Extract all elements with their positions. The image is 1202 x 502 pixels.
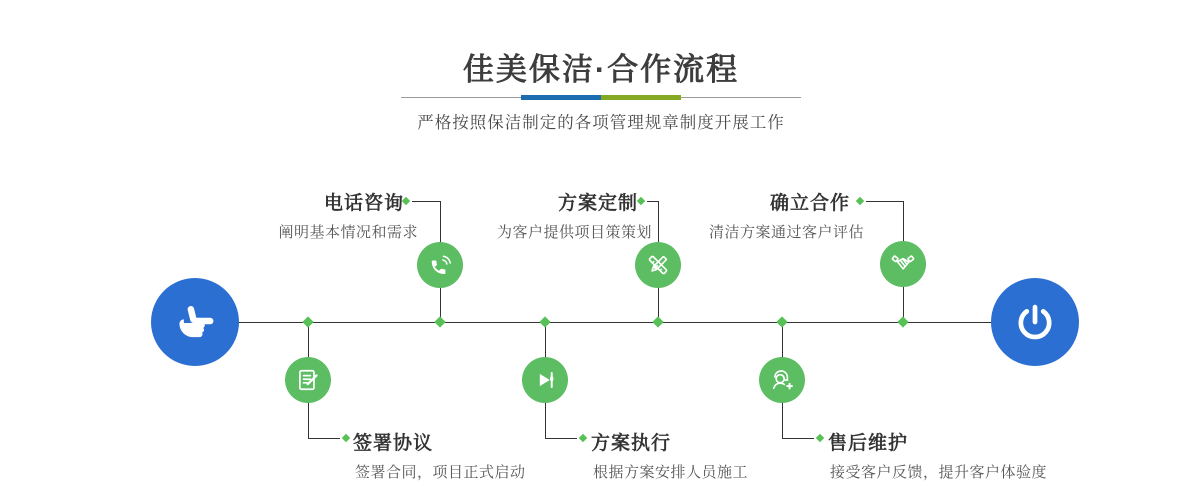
connector-line [866,201,903,202]
step-label-after-sales [828,428,1047,482]
diamond-node [897,316,908,327]
step-desc: 签署合同，项目正式启动 [355,464,526,481]
connector-line [782,438,814,439]
step-title: 方案执行 [591,433,672,454]
label-bullet-diamond [856,197,864,205]
design-tools-icon [645,252,671,278]
step-title: 售后维护 [828,433,909,454]
start-node [151,278,239,366]
divider-blue-segment [521,95,601,100]
play-execute-icon [532,367,558,393]
phone-icon [427,252,453,278]
step-desc: 阐明基本情况和需求 [278,224,418,241]
step-node-after-sales [759,357,805,403]
step-node-phone-consult [417,242,463,288]
step-label-establish-cooperation [708,188,864,242]
label-bullet-diamond [637,197,645,205]
step-title: 确立合作 [769,193,850,214]
label-bullet-diamond [342,434,350,442]
connector-line [545,438,577,439]
connector-line [412,201,440,202]
headset-service-icon [769,367,795,393]
step-label-sign-agreement [353,428,526,482]
diamond-node [776,316,787,327]
diamond-node [434,316,445,327]
step-title: 签署协议 [353,433,434,454]
handshake-icon [890,251,916,277]
page-subtitle: 严格按照保洁制定的各项管理规章制度开展工作 [417,114,785,132]
step-label-phone-consult [278,188,418,242]
step-title: 方案定制 [557,193,638,214]
step-label-plan-execute [591,428,748,482]
connector-line [647,201,658,202]
diamond-node [539,316,550,327]
step-node-sign-agreement [285,357,331,403]
step-label-plan-customize [496,188,652,242]
connector-line [308,438,340,439]
title-divider [401,95,801,101]
power-icon [1014,301,1056,343]
step-desc: 接受客户反馈，提升客户体验度 [830,464,1048,481]
step-node-plan-execute [522,357,568,403]
step-title: 电话咨询 [323,193,404,214]
step-node-plan-customize [635,242,681,288]
label-bullet-diamond [579,434,587,442]
page-title: 佳美保洁·合作流程 [462,52,740,87]
label-bullet-diamond [816,434,824,442]
divider-green-segment [601,95,681,100]
diamond-node [652,316,663,327]
hand-pointer-icon [172,299,218,345]
end-node [991,278,1079,366]
step-node-establish-cooperation [880,241,926,287]
step-desc: 为客户提供项目策策划 [496,224,652,241]
diamond-node [302,316,313,327]
step-desc: 清洁方案通过客户评估 [708,224,864,241]
timeline [237,322,991,323]
document-sign-icon [295,367,321,393]
step-desc: 根据方案安排人员施工 [593,464,749,481]
